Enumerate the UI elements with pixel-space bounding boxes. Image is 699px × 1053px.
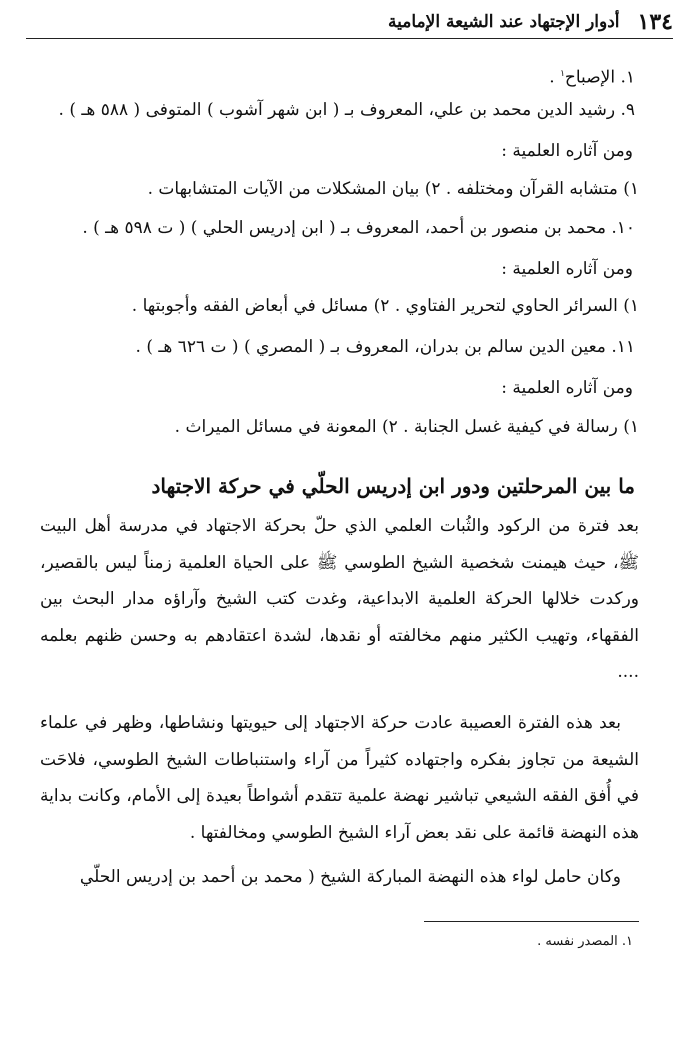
footnote-ref: ١ [560, 69, 565, 79]
works-subhead: ومن آثاره العلمية : [501, 141, 633, 161]
paragraph-3: وكان حامل لواء هذه النهضة المباركة الشيخ ( محمد بن أحمد بن إدريس الحلّي [79, 867, 621, 887]
page-number: ١٣٤ [637, 9, 673, 35]
list-item-10: ١٠. محمد بن منصور بن أحمد، المعروف بـ ( ابن إدريس الحلي ) ( ت ٥٩٨ هـ ) . [82, 218, 635, 238]
paragraph-1: بعد فترة من الركود والثُبات العلمي الذي حلّ بحركة الاجتهاد في مدرسة أهل البيت ﷺ، حيث هيمنت شخصية الشيخ الطوسي ﷺ على الحياة العلمية زمناً ليس بالقصير، وركدت خلالها الحركة العلمية الابداعية، وغدت كتب الشيخ وآراؤه مدار البحث بين الفقهاء، وتهيب الكثير منهم مخالفته أو نقدها، لشدة اعتقادهم به وحسن ظنهم بعلمه .... [40, 516, 639, 683]
works-list: ١) رسالة في كيفية غسل الجنابة . ٢) المعونة في مسائل الميراث . [174, 417, 639, 437]
works-subhead: ومن آثاره العلمية : [501, 378, 633, 398]
list-item-1-text: ١. الإصباح [564, 67, 635, 88]
list-item-9: ٩. رشيد الدين محمد بن علي، المعروف بـ ( ابن شهر آشوب ) المتوفى ( ٥٨٨ هـ ) . [58, 100, 635, 120]
works-list: ١) متشابه القرآن ومختلفه . ٢) بيان المشكلات من الآيات المتشابهات . [147, 179, 639, 199]
running-title: أدوار الإجتهاد عند الشيعة الإمامية [388, 12, 620, 32]
list-item-11: ١١. معين الدين سالم بن بدران، المعروف بـ ( المصري ) ( ت ٦٢٦ هـ ) . [135, 337, 635, 357]
running-header [26, 6, 673, 39]
paragraph-2: بعد هذه الفترة العصيبة عادت حركة الاجتهاد إلى حيويتها ونشاطها، وظهر في علماء الشيعة من تجاوز بفكره واجتهاده كثيراً من آراء واستنباطات الشيخ الطوسي، فلاحَت في أُفق الفقه الشيعي تباشير نهضة علمية تتقدم أشواطاً بعيدة إلى الأمام، وكانت بداية هذه النهضة قائمة على نقد بعض آراء الشيخ الطوسي ومخالفتها . [40, 713, 639, 843]
footnote-divider [424, 921, 639, 922]
section-heading: ما بين المرحلتين ودور ابن إدريس الحلّي في حركة الاجتهاد [151, 474, 635, 498]
footnote: ١. المصدر نفسه . [537, 934, 633, 949]
list-item-1: ١. الإصباح$^١$ . [549, 67, 635, 88]
works-subhead: ومن آثاره العلمية : [501, 259, 633, 279]
works-list: ١) السرائر الحاوي لتحرير الفتاوي . ٢) مسائل في أبعاض الفقه وأجوبتها . [131, 296, 639, 316]
